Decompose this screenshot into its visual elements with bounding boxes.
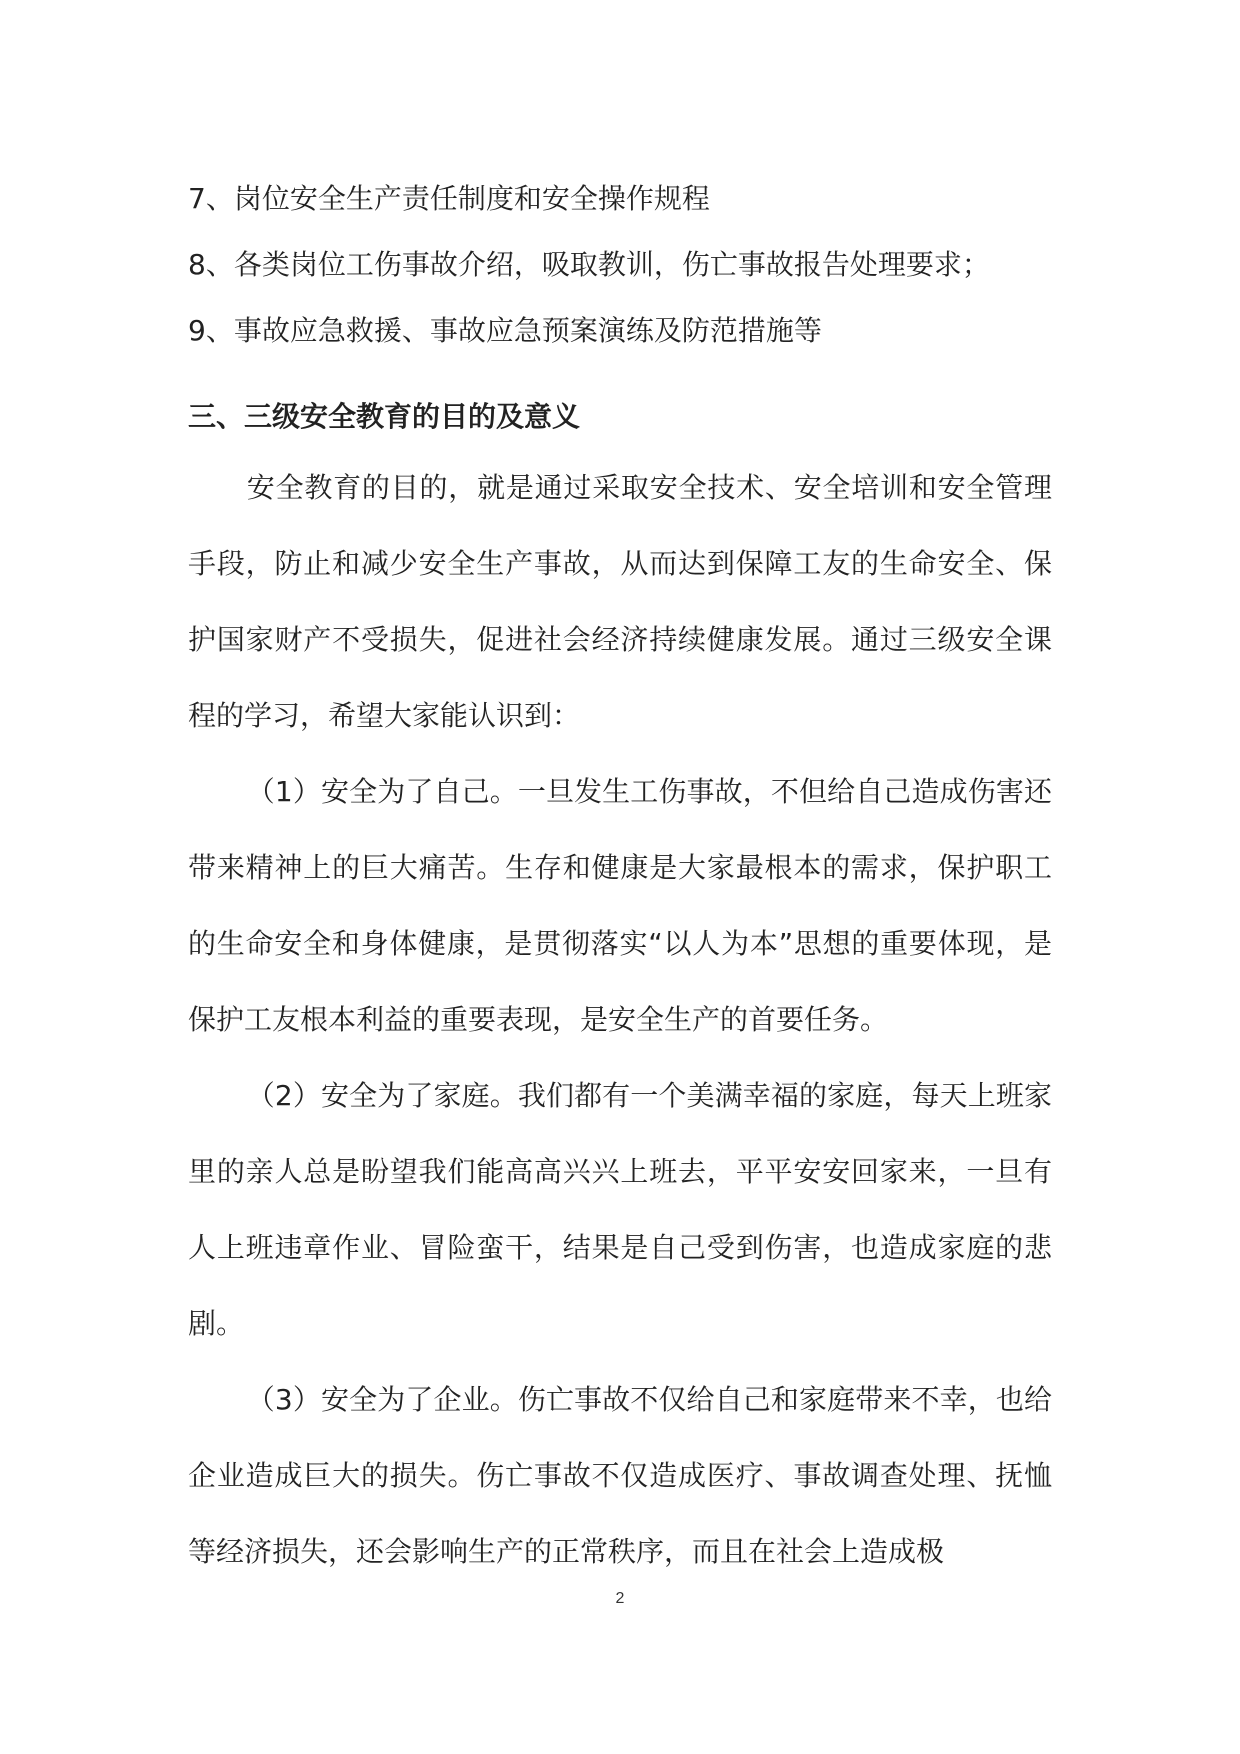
page-content [188, 166, 1052, 1590]
list-item-7: 7、岗位安全生产责任制度和安全操作规程 [188, 182, 710, 215]
section-heading: 三、三级安全教育的目的及意义 [188, 400, 581, 433]
page-number: 2 [615, 1590, 625, 1607]
list-item-9: 9、事故应急救援、事故应急预案演练及防范措施等 [188, 314, 822, 347]
paragraph-purpose: 安全教育的目的，就是通过采取安全技术、安全培训和安全管理手段，防止和减少安全生产事故，从而达到保障工友的生命安全、保护国家财产不受损失，促进社会经济持续健康发展。通过三级安全课程的学习，希望大家能认识到： [188, 471, 1052, 732]
list-item-8: 8、各类岗位工伤事故介绍，吸取教训，伤亡事故报告处理要求； [188, 248, 990, 281]
paragraph-safety-for-enterprise: （3）安全为了企业。伤亡事故不仅给自己和家庭带来不幸，也给企业造成巨大的损失。伤亡事故不仅造成医疗、事故调查处理、抚恤等经济损失，还会影响生产的正常秩序，而且在社会上造成极 [188, 1383, 1052, 1568]
paragraph-safety-for-self: （1）安全为了自己。一旦发生工伤事故，不但给自己造成伤害还带来精神上的巨大痛苦。生存和健康是大家最根本的需求，保护职工的生命安全和身体健康，是贯彻落实“以人为本”思想的重要体现，是保护工友根本利益的重要表现，是安全生产的首要任务。 [188, 775, 1052, 1036]
paragraph-safety-for-family: （2）安全为了家庭。我们都有一个美满幸福的家庭，每天上班家里的亲人总是盼望我们能高高兴兴上班去，平平安安回家来，一旦有人上班违章作业、冒险蛮干，结果是自己受到伤害，也造成家庭的悲剧。 [188, 1079, 1052, 1340]
